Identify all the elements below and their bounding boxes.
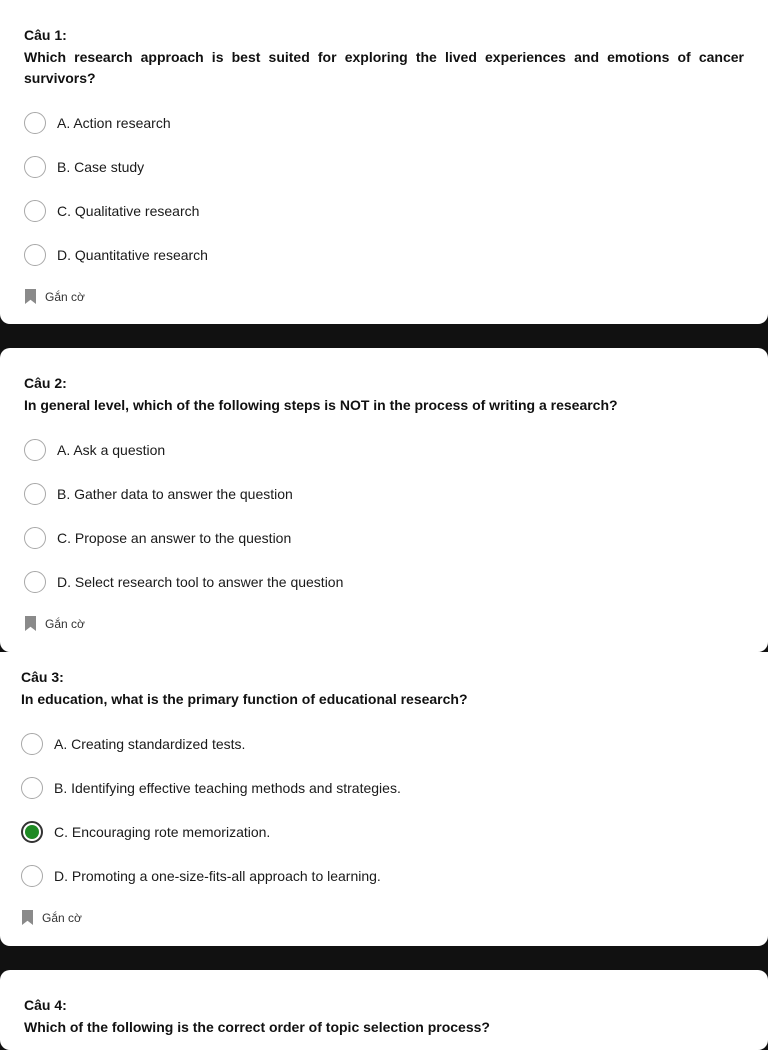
option-label: B. Gather data to answer the question <box>57 486 293 502</box>
option-d[interactable] <box>21 854 747 898</box>
option-label: C. Encouraging rote memorization. <box>54 824 271 840</box>
flag-button[interactable] <box>24 616 744 631</box>
question-text: Which of the following is the correct order of topic selection process? <box>24 1019 490 1035</box>
option-label: D. Select research tool to answer the question <box>57 574 344 590</box>
option-d[interactable] <box>24 560 744 604</box>
radio-button[interactable] <box>24 483 46 505</box>
option-label: D. Quantitative research <box>57 247 208 263</box>
option-b[interactable] <box>24 472 744 516</box>
option-b[interactable] <box>21 766 747 810</box>
question-number: Câu 3: <box>21 669 64 685</box>
radio-button[interactable] <box>24 200 46 222</box>
selected-dot <box>25 825 39 839</box>
question-card-2 <box>0 348 768 652</box>
radio-button[interactable] <box>24 112 46 134</box>
radio-button[interactable] <box>21 865 43 887</box>
question-text: In general level, which of the following steps is NOT in the process of writing a research? <box>24 397 618 413</box>
radio-button-selected[interactable] <box>21 821 43 843</box>
answer-options <box>24 101 744 277</box>
radio-button[interactable] <box>24 527 46 549</box>
flag-label: Gắn cờ <box>42 910 82 925</box>
option-label: B. Identifying effective teaching methods and strategies. <box>54 780 401 796</box>
radio-button[interactable] <box>24 439 46 461</box>
flag-label: Gắn cờ <box>45 616 85 631</box>
option-label: C. Qualitative research <box>57 203 200 219</box>
question-card-3 <box>0 652 768 946</box>
answer-options <box>24 428 744 604</box>
question-number: Câu 4: <box>24 997 67 1013</box>
option-a[interactable] <box>21 722 747 766</box>
flag-button[interactable] <box>24 289 744 304</box>
bookmark-flag-icon <box>22 910 33 925</box>
flag-button[interactable] <box>21 910 747 925</box>
question-number: Câu 1: <box>24 27 67 43</box>
radio-button[interactable] <box>24 156 46 178</box>
option-label: C. Propose an answer to the question <box>57 530 292 546</box>
option-label: B. Case study <box>57 159 145 175</box>
option-c[interactable] <box>24 516 744 560</box>
question-card-4 <box>0 970 768 1050</box>
bookmark-flag-icon <box>25 289 36 304</box>
radio-button[interactable] <box>24 244 46 266</box>
question-card-1 <box>0 0 768 324</box>
radio-button[interactable] <box>21 733 43 755</box>
answer-options <box>21 722 747 898</box>
question-number: Câu 2: <box>24 375 67 391</box>
option-label: A. Action research <box>57 115 171 131</box>
radio-button[interactable] <box>21 777 43 799</box>
option-label: D. Promoting a one-size-fits-all approach to learning. <box>54 868 381 884</box>
question-text: Which research approach is best suited for exploring the lived experiences and emotions of cancer survivors? <box>24 49 744 86</box>
flag-label: Gắn cờ <box>45 289 85 304</box>
bookmark-flag-icon <box>25 616 36 631</box>
option-d[interactable] <box>24 233 744 277</box>
option-a[interactable] <box>24 428 744 472</box>
option-b[interactable] <box>24 145 744 189</box>
option-c[interactable] <box>21 810 747 854</box>
radio-button[interactable] <box>24 571 46 593</box>
option-c[interactable] <box>24 189 744 233</box>
option-label: A. Ask a question <box>57 442 166 458</box>
question-text: In education, what is the primary function of educational research? <box>21 691 468 707</box>
option-label: A. Creating standardized tests. <box>54 736 246 752</box>
option-a[interactable] <box>24 101 744 145</box>
